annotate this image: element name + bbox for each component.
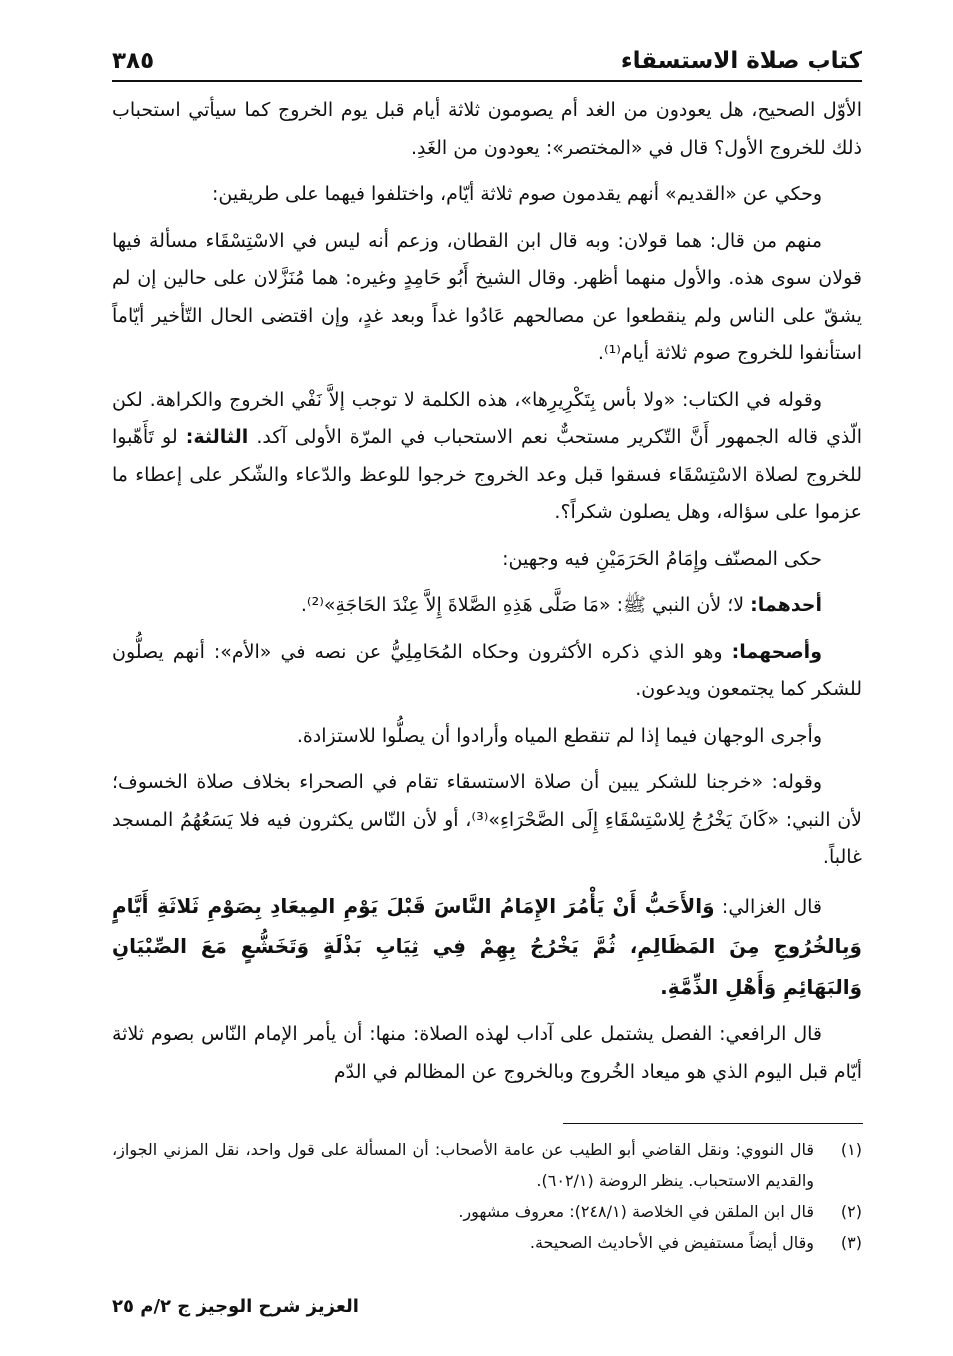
opinion-label: أحدهما: <box>750 594 822 616</box>
paragraph: منهم من قال: هما قولان: وبه قال ابن القطان، وزعم أنه ليس في الاسْتِسْقَاء مسألة فيها قولان سوى هذه. والأول منهما أظهر. وقال الشيخ أَبُو حَامِدٍ وغيره: هما مُنَزَّلان على حالين إن لم يشقّ على الناس ولم ينقطعوا عن مصالحهم عَادُوا غداً وبعد غدٍ، وإن اقتضى الحال التّأخير أيّاماً استأنفوا للخروج صوم ثلاثة أيام⁽¹⁾. <box>112 229 862 364</box>
page-footer: العزيز شرح الوجيز ج ٢/م ٢٥ <box>112 1296 359 1317</box>
footnote-number: (١) <box>840 1140 862 1159</box>
quoted-paragraph <box>112 886 862 1008</box>
paragraph-text: وقوله في الكتاب: «ولا بأس بِتَكْرِيرِها»، هذه الكلمة لا توجب إلاَّ نَفْي الخروج والكراهة. لكن الّذي قاله الجمهور أَنَّ التّكرير مستحبٌّ نعم الاستحباب في المرّة الأولى آكد. <box>112 388 862 448</box>
paragraph: وحكي عن «القديم» أنهم يقدمون صوم ثلاثة أيّام، واختلفوا فيهما على طريقين: <box>211 183 822 205</box>
section-label: الثالثة: <box>185 426 249 448</box>
matn-quote: وَالأَحَبُّ أَنْ يَأْمُرَ الإِمَامُ النَّاسَ قَبْلَ يَوْمِ المِيعَادِ بِصَوْمِ ثَلاثَةِ أَيَّامٍ وَبِالخُرُوجِ مِنَ المَظَالِمِ، ثُمَّ يَخْرُجُ بِهِمْ فِي ثِيَابِ بَذْلَةٍ وَتَخَشُّعٍ مَعَ الصِّبْيَانِ وَالبَهَائِمِ وَأَهْلِ الذِّمَّةِ. <box>112 893 862 999</box>
opinion-label: وأصحهما: <box>731 640 822 663</box>
footnote-number: (٣) <box>840 1233 862 1252</box>
paragraph-text: وهو الذي ذكره الأكثرون وحكاه المُحَامِلِيُّ عن نصه في «الأم»: أنهم يصلُّون للشكر كما يجتمعون ويدعون. <box>112 640 862 700</box>
paragraph: الأوّل الصحيح، هل يعودون من الغد أم يصومون ثلاثة أيام قبل يوم الخروج كما سيأتي استحباب ذلك للخروج الأول؟ قال في «المختصر»: يعودون من الغَدِ. <box>112 99 862 159</box>
quote-lead: قال الغزالي: <box>721 895 822 918</box>
footnote-text: قال ابن الملقن في الخلاصة (٢٤٨/١): معروف مشهور. <box>458 1202 814 1221</box>
chapter-title: كتاب صلاة الاستسقاء <box>620 48 862 74</box>
footnote <box>112 1196 862 1227</box>
paragraph <box>112 382 862 532</box>
footnote-text: قال النووي: ونقل القاضي أبو الطيب عن عامة الأصحاب: أن المسألة على قول واحد، نقل المزني الجواز، والقديم الاستحباب. ينظر الروضة (٦٠٢/١). <box>112 1140 814 1190</box>
paragraph-text: لا؛ لأن النبي ﷺ: «مَا صَلَّى هَذِهِ الصَّلاةَ إِلاَّ عِنْدَ الحَاجَةِ»⁽²⁾. <box>300 594 745 616</box>
footnote <box>112 1134 862 1196</box>
header-divider <box>112 80 862 82</box>
paragraph: وقوله: «خرجنا للشكر يبين أن صلاة الاستسقاء تقام في الصحراء بخلاف صلاة الخسوف؛ لأن النبي: «كَانَ يَخْرُجُ لِلاسْتِسْقَاءِ إِلَى الصَّحْرَاءِ»⁽³⁾، أو لأن النّاس يكثرون فيه فلا يَسَعُهُمُ المسجد غالباً. <box>112 771 862 868</box>
footnotes <box>112 1134 862 1258</box>
footnote <box>112 1227 862 1258</box>
footnote-number: (٢) <box>840 1202 862 1221</box>
paragraph <box>112 634 862 709</box>
footnote-text: وقال أيضاً مستفيض في الأحاديث الصحيحة. <box>529 1233 814 1252</box>
paragraph: حكى المصنّف وإِمَامُ الحَرَمَيْنِ فيه وجهين: <box>502 547 822 570</box>
footnote-divider <box>563 1123 863 1124</box>
main-text <box>112 92 862 1100</box>
page-header <box>112 28 862 74</box>
paragraph: قال الرافعي: الفصل يشتمل على آداب لهذه الصلاة: منها: أن يأمر الإمام النّاس بصوم ثلاثة أيّام قبل اليوم الذي هو ميعاد الخُروج وبالخروج عن المظالم في الدّم <box>112 1023 862 1083</box>
paragraph: وأجرى الوجهان فيما إذا لم تنقطع المياه وأرادوا أن يصلُّوا للاستزادة. <box>296 724 822 747</box>
paragraph <box>112 587 862 625</box>
paragraph-text: لو تَأَهّبوا للخروج لصلاة الاسْتِسْقَاء فسقوا قبل وعد الخروج خرجوا للوعظ والدّعاء والشّكر على إعطاء ما عزموا على سؤاله، وهل يصلون شكراً؟. <box>112 426 862 523</box>
page-number: ٣٨٥ <box>112 48 155 74</box>
